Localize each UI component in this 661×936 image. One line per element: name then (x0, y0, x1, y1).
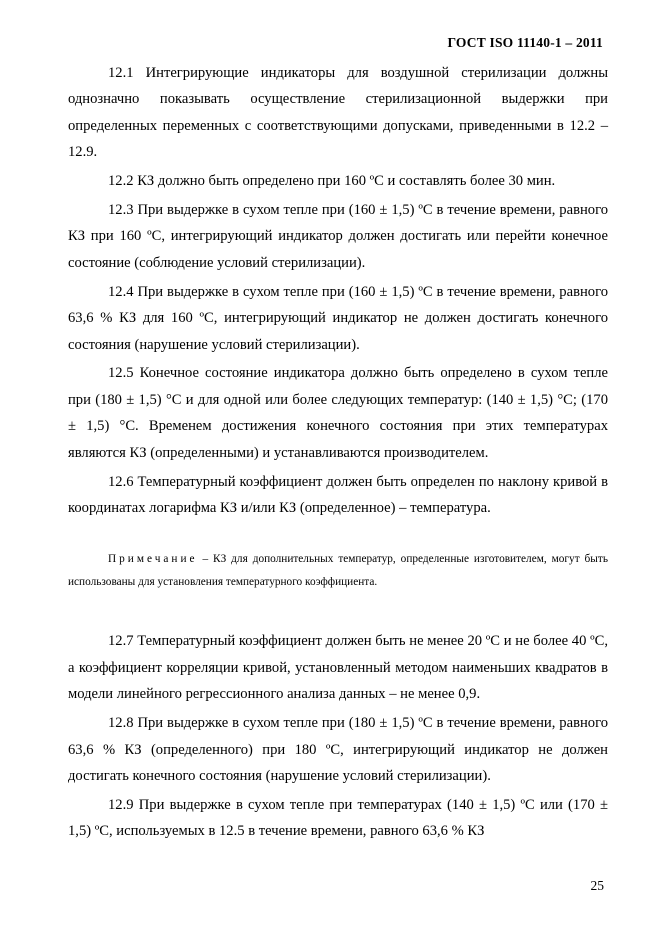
paragraph-12-4: 12.4 При выдержке в сухом тепле при (160 ± 1,5) ºС в течение времени, равного 63,6 % КЗ для 160 ºС, интегрирующий индикатор не должен достигать конечного состояния (нарушение условий стерилизации). (68, 283, 608, 353)
paragraph-12-5: 12.5 Конечное состояние индикатора должно быть определено в сухом тепле при (180 ± 1,5) °С и для одной или более следующих температур: (140 ± 1,5) °С; (170 ± 1,5) °С. Временем достижения конечного состояния при этих температурах являются КЗ (определенными) и устанавливаются производителем. (68, 365, 608, 461)
standard-code-header: ГОСТ ISO 11140-1 – 2011 (447, 35, 603, 50)
note (68, 548, 608, 594)
note-text: – КЗ для дополнительных температур, определенные изготовителем, могут быть использованы для установления температурного коэффициента. (68, 553, 608, 589)
paragraph-12-6: 12.6 Температурный коэффициент должен быть определен по наклону кривой в координатах логарифма КЗ и/или КЗ (определенное) – температура. (68, 473, 608, 516)
paragraph-12-8: 12.8 При выдержке в сухом тепле при (180 ± 1,5) ºС в течение времени, равного 63,6 % КЗ (определенного) при 180 ºС, интегрирующий индикатор не должен достигать конечного состояния (нарушение условий стерилизации). (68, 715, 608, 784)
paragraph-12-9: 12.9 При выдержке в сухом тепле при температурах (140 ± 1,5) ºС или (170 ± 1,5) ºС, используемых в 12.5 в течение времени, равного 63,6 % КЗ (68, 796, 608, 840)
paragraph-12-2: 12.2 КЗ должно быть определено при 160 ºС и составлять более 30 мин. (108, 173, 556, 190)
note-label: Примечание (108, 553, 198, 566)
page-number: 25 (590, 878, 604, 893)
paragraph-12-1: 12.1 Интегрирующие индикаторы для воздушной стерилизации должны однозначно показывать осуществление стерилизационной выдержки при определенных переменных с соответствующими допусками, приведенными в 12.2 – 12.9. (68, 65, 608, 161)
document-body (68, 60, 608, 847)
paragraph-12-7: 12.7 Температурный коэффициент должен быть не менее 20 ºС и не более 40 ºС, а коэффициент корреляции кривой, установленный методом наименьших квадратов в модели линейного регрессионного анализа данных – не менее 0,9. (68, 633, 608, 703)
paragraph-12-3: 12.3 При выдержке в сухом тепле при (160 ± 1,5) ºС в течение времени, равного КЗ при 160 ºС, интегрирующий индикатор должен достигать или перейти конечное состояние (соблюдение условий стерилизации). (68, 202, 608, 271)
